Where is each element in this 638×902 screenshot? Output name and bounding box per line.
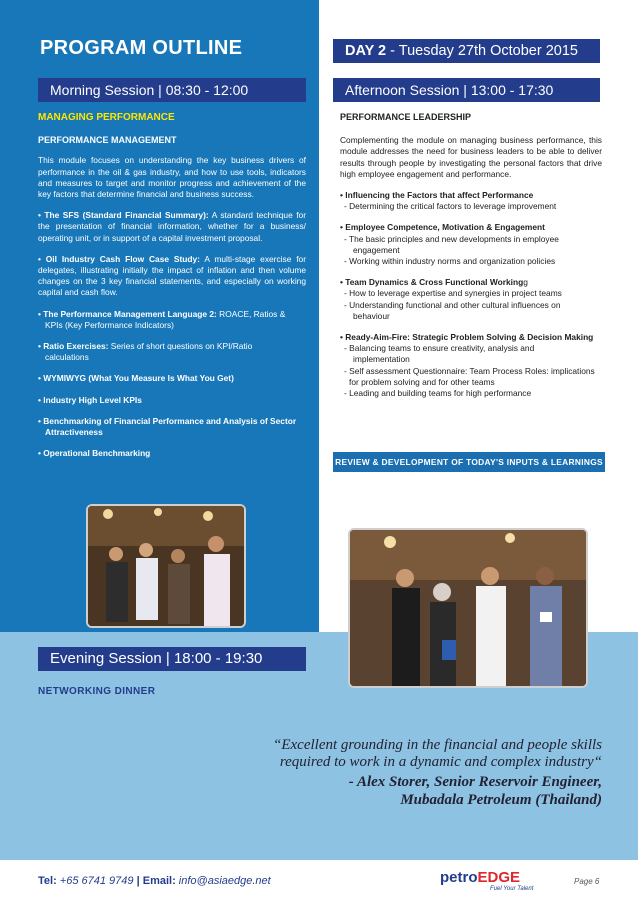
morning-bullet-sfs (38, 210, 306, 244)
tel-link[interactable]: +65 6741 9749 (56, 875, 134, 887)
bullet-continuation: Attractiveness (45, 427, 103, 438)
contact-info (38, 875, 271, 887)
group-item: - Understanding functional and other cultural influences on (344, 299, 561, 310)
morning-bullet-pml2 (38, 309, 306, 331)
networking-photo-left (86, 504, 246, 628)
morning-heading: MANAGING PERFORMANCE (38, 112, 175, 123)
group-title-text: • Team Dynamics & Cross Functional Working (340, 277, 524, 288)
afternoon-content (340, 112, 602, 409)
morning-intro: This module focuses on understanding the key business drivers of performance in the oil & gas industry, and how to use tools, indicators and measures to target and monitor progress and achievement of the key factors that determine financial and business success. (38, 155, 306, 200)
page-title: PROGRAM OUTLINE (40, 37, 243, 59)
bullet-continuation: calculations (45, 352, 89, 363)
group-item: - The basic principles and new developments in employee (344, 233, 559, 244)
email-link[interactable]: info@asiaedge.net (175, 875, 271, 887)
bullet-text: Series of short questions on KPI/Ratio (108, 341, 253, 352)
afternoon-heading: PERFORMANCE LEADERSHIP (340, 112, 472, 122)
afternoon-group-team-dynamics (340, 277, 602, 322)
group-item-continuation: engagement (353, 244, 400, 255)
networking-photo-right (348, 528, 588, 688)
afternoon-group-competence (340, 222, 602, 267)
bullet-text: ROACE, Ratios & (216, 308, 286, 319)
networking-dinner-label: NETWORKING DINNER (38, 686, 156, 697)
review-bar: REVIEW & DEVELOPMENT OF TODAY'S INPUTS & LEARNINGS (333, 452, 605, 472)
bullet-title: • The Performance Management Language 2: (38, 308, 217, 319)
bullet-title: • The SFS (Standard Financial Summary): (38, 210, 209, 221)
bullet-title: • Industry High Level KPIs (38, 394, 142, 405)
bullet-title: • Oil Industry Cash Flow Case Study: (38, 253, 200, 264)
group-item: - Working within industry norms and organization policies (344, 256, 556, 267)
group-title: • Ready-Aim-Fire: Strategic Problem Solving & Decision Making (340, 332, 594, 343)
group-title (340, 277, 602, 288)
quote-line: “Excellent grounding in the financial and people skills (273, 737, 602, 753)
group-item-continuation: for problem solving and for other teams (349, 376, 495, 387)
morning-bullet-operational (38, 448, 306, 459)
photo-illustration (350, 530, 588, 688)
afternoon-group-ready-aim-fire (340, 332, 602, 399)
group-title: • Influencing the Factors that affect Performance (340, 190, 534, 201)
bullet-title: • Ratio Exercises: (38, 341, 109, 352)
morning-session-bar: Morning Session | 08:30 - 12:00 (38, 78, 306, 102)
separator: | (133, 875, 143, 887)
morning-bullet-cashflow (38, 254, 306, 299)
morning-bullet-kpis (38, 395, 306, 406)
bullet-text: A multi-stage exercise for delegates, illustrating initially the impact of inflation and then volume changes on the 3 key financial statements, and especially on working capital and cash flow. (38, 253, 306, 298)
afternoon-intro: Complementing the module on managing business performance, this module addresses the need for business leaders to be able to deliver results through people by investigating the personal factors that drive high employee engagement and performance. (340, 135, 602, 179)
testimonial-quote (230, 737, 602, 771)
group-item-continuation: implementation (353, 354, 410, 365)
afternoon-group-influencing (340, 190, 602, 212)
group-item: - Leading and building teams for high performance (344, 388, 532, 399)
afternoon-session-bar: Afternoon Session | 13:00 - 17:30 (333, 78, 600, 102)
petroedge-logo (440, 869, 540, 897)
bullet-title: • WYMIWYG (What You Measure Is What You Get) (38, 373, 234, 384)
group-item: - How to leverage expertise and synergies in project teams (344, 288, 562, 299)
morning-bullet-benchmarking (38, 416, 306, 438)
group-item-continuation: behaviour (353, 310, 390, 321)
page-number: Page 6 (574, 877, 600, 886)
logo-tagline: Fuel Your Talent (490, 886, 534, 892)
group-title-tail: g (523, 277, 528, 288)
group-item: - Balancing teams to ensure creativity, analysis and (344, 343, 535, 354)
tel-label: Tel: (38, 875, 57, 887)
author-line: - Alex Storer, Senior Reservoir Engineer, (348, 774, 602, 790)
logo-petro: petro (440, 869, 478, 886)
quote-line: required to work in a dynamic and complex industry“ (279, 754, 602, 770)
testimonial-author (230, 773, 602, 809)
logo-edge: EDGE (477, 869, 521, 886)
bullet-text: A standard technique for the presentation of financial information, whether for a business/ operating unit, or in support of a capital investment proposal. (38, 210, 306, 243)
morning-bullet-wymiwyg (38, 373, 306, 384)
morning-content (38, 112, 306, 469)
group-item: - Self assessment Questionnaire: Team Process Roles: implications (344, 365, 595, 376)
morning-sub-heading: PERFORMANCE MANAGEMENT (38, 135, 177, 146)
morning-bullet-ratio (38, 341, 306, 363)
email-label: Email: (142, 875, 176, 887)
group-title: • Employee Competence, Motivation & Engagement (340, 222, 545, 233)
day-label: DAY 2 (345, 43, 387, 59)
evening-session-bar: Evening Session | 18:00 - 19:30 (38, 647, 306, 671)
photo-illustration (88, 506, 246, 628)
author-line: Mubadala Petroleum (Thailand) (400, 792, 602, 808)
bullet-continuation: KPIs (Key Performance Indicators) (45, 319, 174, 330)
day-date: - Tuesday 27th October 2015 (386, 43, 578, 59)
bullet-title: • Benchmarking of Financial Performance and Analysis of Sector (38, 415, 297, 426)
group-item: - Determining the critical factors to leverage improvement (344, 201, 557, 212)
day-bar (333, 39, 600, 63)
bullet-title: • Operational Benchmarking (38, 448, 151, 459)
